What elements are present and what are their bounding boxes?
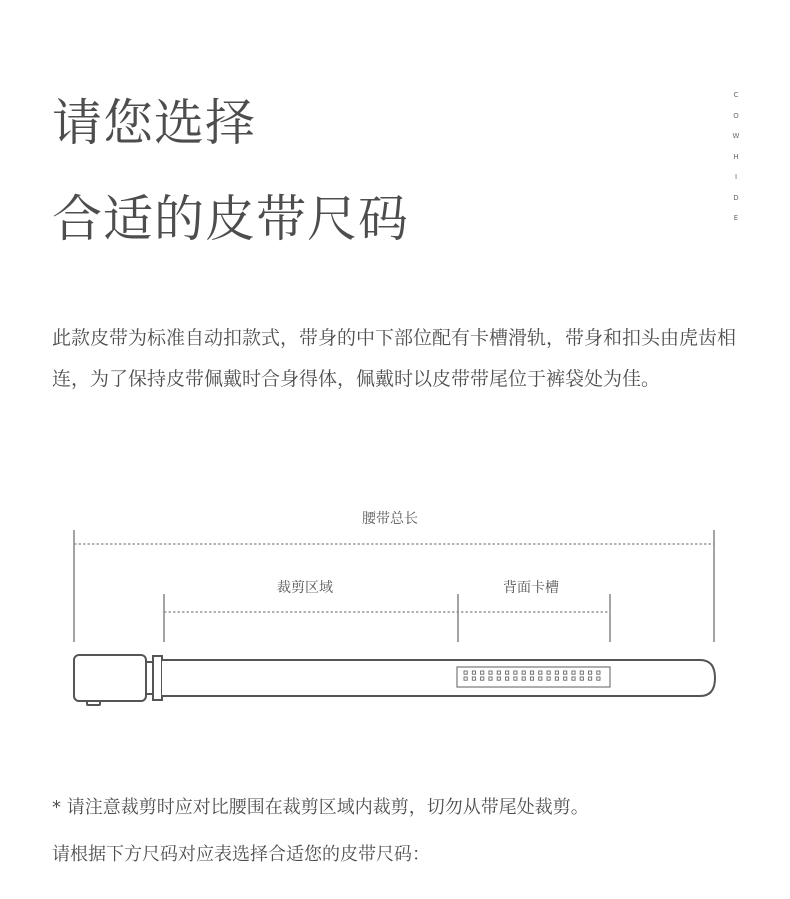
side-letter: I xyxy=(734,173,738,181)
page-title-line1: 请您选择 xyxy=(52,94,256,152)
page-title-line2: 合适的皮带尺码 xyxy=(52,190,409,248)
side-letter: H xyxy=(733,152,739,161)
total-length-measure xyxy=(74,530,714,642)
side-letter: C xyxy=(733,91,739,99)
cutting-warning: * 请注意裁剪时应对比腰围在裁剪区域内裁剪，切勿从带尾处裁剪。 xyxy=(52,797,589,818)
zone-measures xyxy=(164,594,610,642)
side-letter: O xyxy=(733,111,739,120)
side-letter: W xyxy=(732,132,740,140)
belt-buckle-icon xyxy=(74,655,162,705)
belt-strap xyxy=(162,660,715,696)
side-letter: D xyxy=(733,193,739,202)
cut-zone-label: 裁剪区域 xyxy=(277,580,333,596)
belt-description: 此款皮带为标准自动扣款式，带身的中下部位配有卡槽滑轨，带身和扣头由虎齿相连，为了保持皮带佩戴时合身得体，佩戴时以皮带带尾位于裤袋处为佳。 xyxy=(52,327,737,390)
size-instruction: 请根据下方尺码对应表选择合适您的皮带尺码： xyxy=(52,844,430,865)
back-slot-label: 背面卡槽 xyxy=(503,580,559,596)
side-letter: E xyxy=(733,214,739,222)
total-length-label: 腰带总长 xyxy=(362,511,418,527)
